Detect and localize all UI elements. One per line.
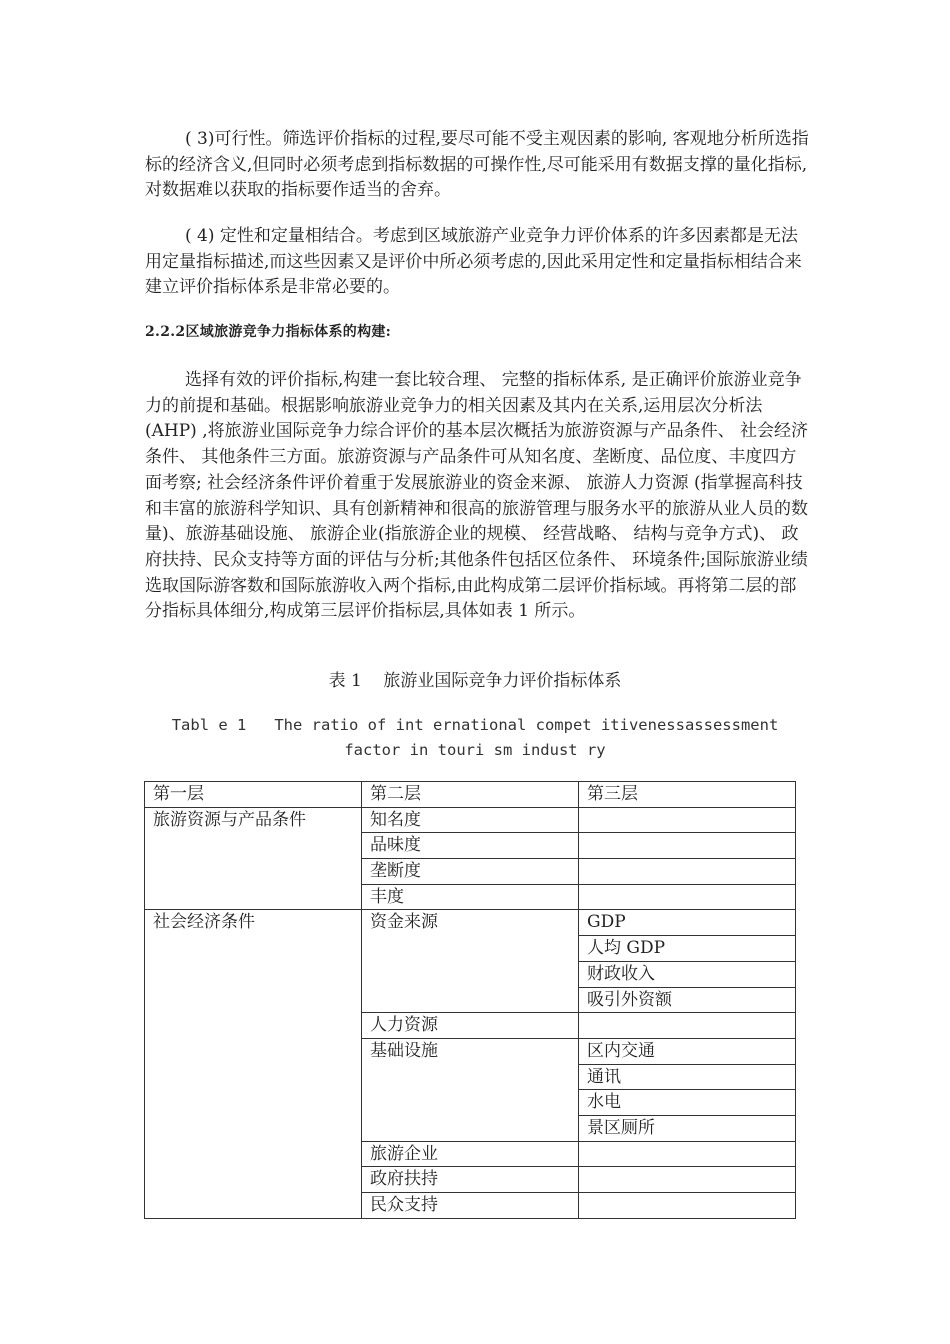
table-cell-second-level: 品味度 (362, 833, 579, 859)
table-cell-second-level: 民众支持 (362, 1193, 579, 1219)
table-cell-third-level: 通讯 (579, 1064, 796, 1090)
table-cell-third-level (579, 1141, 796, 1167)
table-cell-second-level: 知名度 (362, 807, 579, 833)
paragraph-index-system (145, 368, 810, 625)
table-cell-third-level: 区内交通 (579, 1038, 796, 1064)
table-caption-chinese: 表 1 旅游业国际竞争力评价指标体系 (328, 671, 622, 691)
table-header-row (145, 782, 796, 808)
table-cell-third-level: 人均 GDP (579, 936, 796, 962)
table-cell-third-level (579, 807, 796, 833)
table-cell-second-level: 人力资源 (362, 1013, 579, 1039)
table-cell-third-level: GDP (579, 910, 796, 936)
table-cell-third-level: 水电 (579, 1090, 796, 1116)
paragraph-qualitative-quantitative (145, 224, 810, 301)
paragraph-text: ( 4) 定性和定量相结合。考虑到区域旅游产业竞争力评价体系的许多因素都是无法用定量指标描述,而这些因素又是评价中所必须考虑的,因此采用定性和定量指标相结合来建立评价指标体系是非常必要的。 (145, 226, 802, 298)
table-cell-third-level: 财政收入 (579, 961, 796, 987)
table-cell-third-level (579, 1193, 796, 1219)
table-cell-third-level: 景区厕所 (579, 1115, 796, 1141)
table-cell-third-level (579, 859, 796, 885)
table-cell-third-level (579, 1013, 796, 1039)
table-cell-second-level: 基础设施 (362, 1038, 579, 1141)
table-cell-second-level: 政府扶持 (362, 1167, 579, 1193)
table-cell-second-level: 资金来源 (362, 910, 579, 1013)
section-heading: 2.2.2区域旅游竞争力指标体系的构建: (145, 324, 392, 340)
table-cell-first-level: 社会经济条件 (145, 910, 362, 1218)
paragraph-feasibility (145, 127, 810, 204)
table-cell-first-level: 旅游资源与产品条件 (145, 807, 362, 910)
table-header-cell: 第三层 (579, 782, 796, 808)
table-header-cell: 第一层 (145, 782, 362, 808)
table-cell-second-level: 丰度 (362, 884, 579, 910)
table-row (145, 807, 796, 833)
table-cell-second-level: 旅游企业 (362, 1141, 579, 1167)
table-row (145, 910, 796, 936)
table-cell-third-level (579, 1167, 796, 1193)
paragraph-text: ( 3)可行性。筛选评价指标的过程,要尽可能不受主观因素的影响, 客观地分析所选指标的经济含义,但同时必须考虑到指标数据的可操作性,尽可能采用有数据支撑的量化指标,对数据难以获取的指标要作适当的舍弃。 (145, 129, 809, 201)
table-header-cell: 第二层 (362, 782, 579, 808)
paragraph-text: 选择有效的评价指标,构建一套比较合理、 完整的指标体系, 是正确评价旅游业竞争力的前提和基础。根据影响旅游业竞争力的相关因素及其内在关系,运用层次分析法(AHP) ,将旅游业国际竞争力综合评价的基本层次概括为旅游资源与产品条件、 社会经济条件、 其他条件三方面。旅游资源与产品条件可从知名度、垄断度、品位度、丰度四方面考察; 社会经济条件评价着重于发展旅游业的资金来源、 旅游人力资源 (指掌握高科技和丰富的旅游科学知识、具有创新精神和很高的旅游管理与服务水平的旅游从业人员的数量)、旅游基础设施、 旅游企业(指旅游企业的规模、 经营战略、 结构与竞争方式)、 政府扶持、民众支持等方面的评估与分析;其他条件包括区位条件、 环境条件;国际旅游业绩选取国际游客数和国际旅游收入两个指标,由此构成第二层评价指标域。再将第二层的部分指标具体细分,构成第三层评价指标层,具体如表 1 所示。 (145, 370, 809, 622)
table-cell-third-level (579, 833, 796, 859)
table-cell-third-level (579, 884, 796, 910)
table-caption-english: Tabl e 1 The ratio of int ernational compet itivenessassessment factor in touri sm indust ry (171, 716, 788, 759)
table-cell-second-level: 垄断度 (362, 859, 579, 885)
index-system-table (144, 781, 796, 1219)
table-cell-third-level: 吸引外资额 (579, 987, 796, 1013)
